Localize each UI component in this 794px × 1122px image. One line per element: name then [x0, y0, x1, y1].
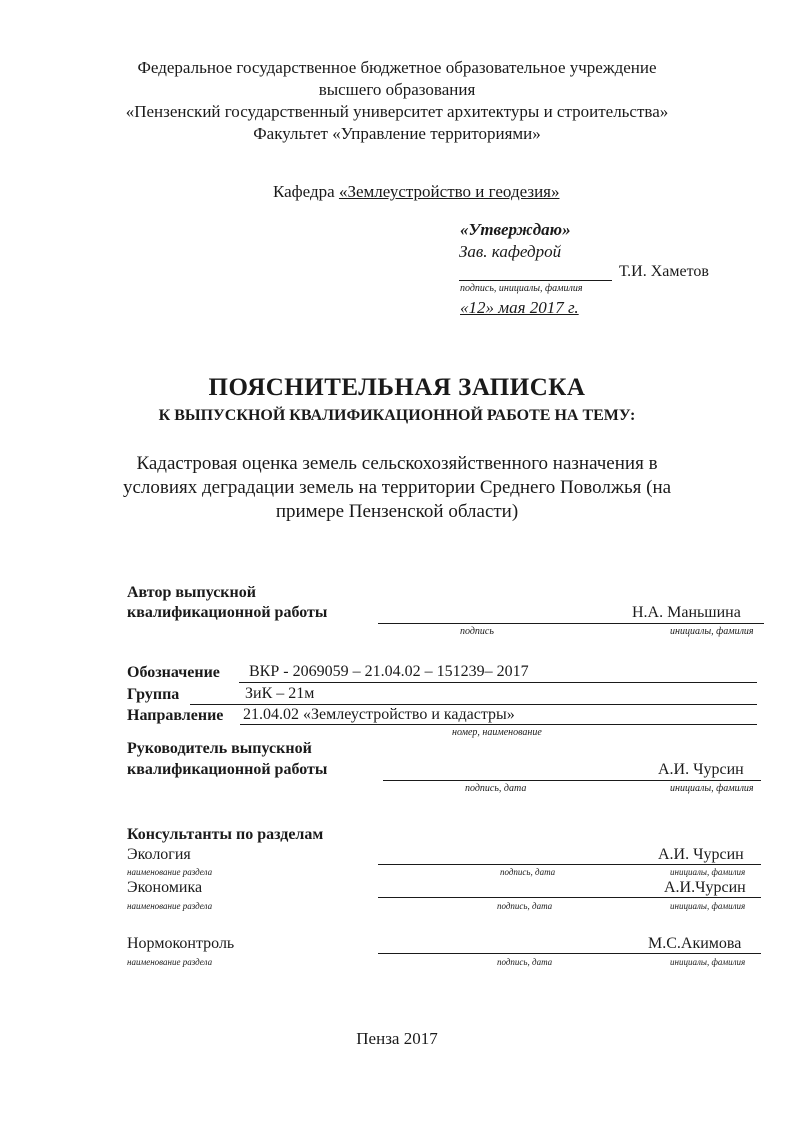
consultant-cap-section-economics: наименование раздела	[127, 901, 213, 911]
consultant-cap-name-economics: инициалы, фамилия	[670, 901, 746, 911]
group-label: Группа	[127, 686, 180, 703]
direction-label: Направление	[127, 707, 224, 724]
supervisor-label-2: квалификационной работы	[127, 761, 328, 778]
supervisor-caption-name: инициалы, фамилия	[670, 783, 754, 794]
consultant-cap-section-normocontrol: наименование раздела	[127, 957, 213, 967]
supervisor-label-1: Руководитель выпускной	[127, 740, 312, 757]
department-label: Кафедра	[273, 182, 335, 201]
consultant-cap-sign-ecology: подпись, дата	[500, 867, 556, 877]
designation-label: Обозначение	[127, 664, 220, 681]
consultants-heading: Консультанты по разделам	[127, 826, 324, 843]
approval-title: «Утверждаю»	[460, 220, 571, 239]
supervisor-name: А.И. Чурсин	[658, 761, 744, 778]
approval-date: «12» мая 2017 г.	[460, 298, 579, 317]
consultant-cap-sign-normocontrol: подпись, дата	[497, 957, 553, 967]
consultant-line-economics	[378, 897, 761, 898]
department-line	[273, 181, 559, 203]
document-subtitle: К ВЫПУСКНОЙ КВАЛИФИКАЦИОННОЙ РАБОТЕ НА ТЕМУ:	[158, 407, 636, 424]
institution-header	[0, 57, 794, 145]
topic-line-3: примере Пензенской области)	[275, 501, 519, 522]
consultant-name-economics: А.И.Чурсин	[664, 879, 746, 896]
faculty-line: Факультет «Управление территориями»	[253, 124, 541, 143]
supervisor-signature-line	[383, 780, 761, 781]
designation-line	[239, 682, 757, 683]
approval-signer: Т.И. Хаметов	[619, 263, 709, 280]
department-name: «Землеустройство и геодезия»	[338, 182, 560, 201]
approval-signature-line	[459, 280, 612, 281]
document-title: ПОЯСНИТЕЛЬНАЯ ЗАПИСКА	[208, 374, 586, 401]
approval-role: Зав. кафедрой	[459, 242, 562, 261]
topic-line-2: условиях деградации земель на территории Среднего Поволжья (на	[122, 477, 672, 498]
consultant-cap-section-ecology: наименование раздела	[127, 867, 213, 877]
group-line	[190, 704, 757, 705]
supervisor-caption-sign: подпись, дата	[465, 783, 527, 794]
topic-line-1: Кадастровая оценка земель сельскохозяйственного назначения в	[136, 453, 658, 474]
author-caption-sign: подпись	[460, 626, 494, 637]
author-caption-name: инициалы, фамилия	[670, 626, 754, 637]
consultant-name-ecology: А.И. Чурсин	[658, 846, 744, 863]
approval-caption: подпись, инициалы, фамилия	[460, 283, 583, 294]
consultant-line-normocontrol	[378, 953, 761, 954]
institution-line-2: высшего образования	[318, 80, 476, 99]
author-label-2: квалификационной работы	[127, 604, 328, 621]
consultant-cap-name-ecology: инициалы, фамилия	[670, 867, 746, 877]
direction-caption: номер, наименование	[452, 727, 542, 738]
consultant-section-normocontrol: Нормоконтроль	[127, 935, 235, 952]
institution-line-3: «Пензенский государственный университет архитектуры и строительства»	[125, 102, 669, 121]
author-name: Н.А. Маньшина	[632, 604, 741, 621]
group-value: ЗиК – 21м	[245, 685, 315, 702]
institution-line-1: Федеральное государственное бюджетное образовательное учреждение	[137, 58, 657, 77]
author-label-1: Автор выпускной	[127, 584, 256, 601]
city-year: Пенза 2017	[356, 1029, 438, 1048]
direction-value: 21.04.02 «Землеустройство и кадастры»	[243, 706, 515, 723]
thesis-topic	[0, 452, 794, 524]
author-signature-line	[378, 623, 764, 624]
consultant-cap-sign-economics: подпись, дата	[497, 901, 553, 911]
direction-line	[240, 724, 757, 725]
consultant-cap-name-normocontrol: инициалы, фамилия	[670, 957, 746, 967]
consultant-line-ecology	[378, 864, 761, 865]
consultant-section-ecology: Экология	[127, 846, 191, 863]
consultant-section-economics: Экономика	[127, 879, 203, 896]
designation-value: ВКР - 2069059 – 21.04.02 – 151239– 2017	[249, 663, 529, 680]
consultant-name-normocontrol: М.С.Акимова	[648, 935, 742, 952]
